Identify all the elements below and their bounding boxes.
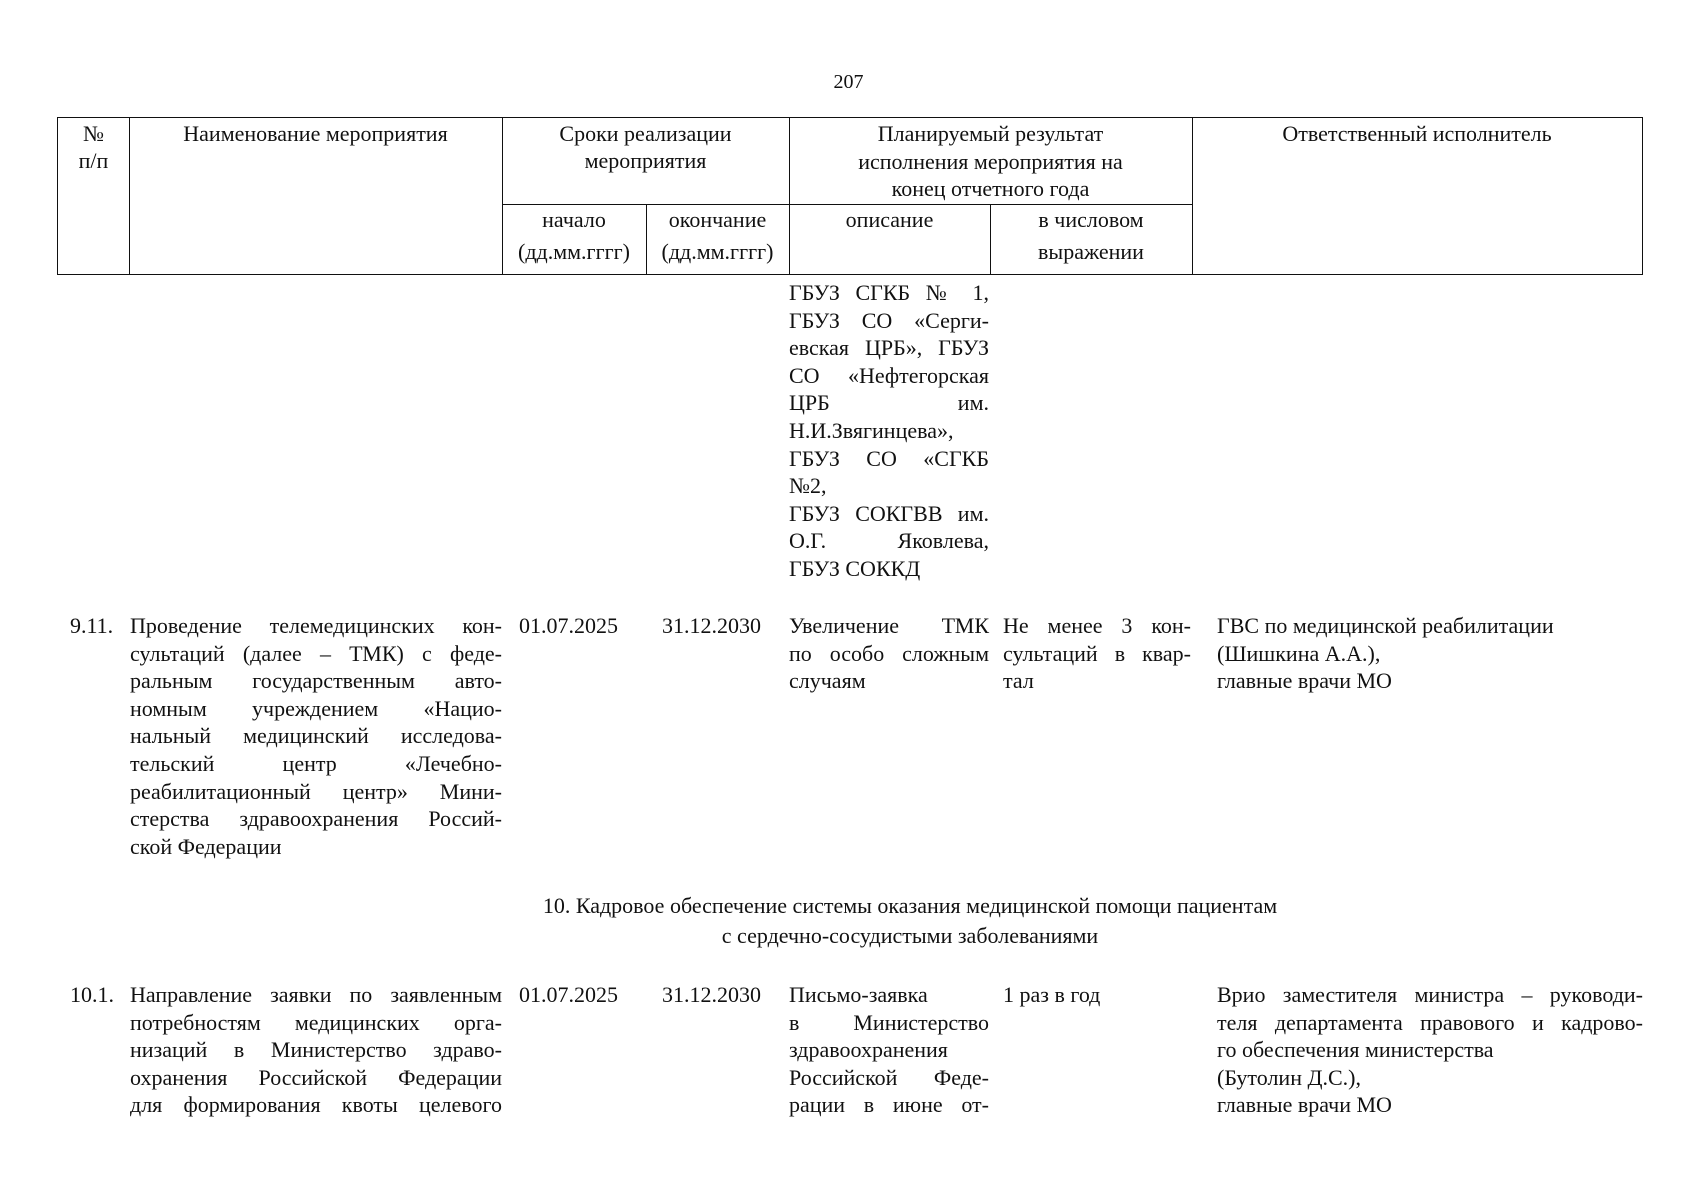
row-name: Направление заявки по заявленным потребностям медицинских орга- низаций в Министерство здраво- охранения Российской Федерации для формирования квоты целевого: [130, 982, 502, 1118]
page-number: 207: [833, 71, 864, 93]
row-start-date: 01.07.2025: [519, 613, 618, 638]
header-col-name: Наименование мероприятия: [183, 121, 448, 146]
row-end-date: 31.12.2030: [662, 613, 761, 638]
row-responsible: Врио заместителя министра – руководи- теля департамента правового и кадрово- го обеспечения министерства (Бутолин Д.С.), главные врачи МО: [1217, 982, 1643, 1118]
row-number: 9.11.: [70, 613, 114, 638]
table-header: [57, 117, 1643, 275]
row-numeric: Не менее 3 кон- сультаций в квар- тал: [1003, 613, 1191, 694]
header-col-numeric: в числовом выражении: [1038, 207, 1144, 264]
header-col-result: Планируемый результат исполнения мероприятия на конец отчетного года: [858, 121, 1123, 201]
row-description: Увеличение ТМК по особо сложным случаям: [789, 613, 989, 694]
row-start-date: 01.07.2025: [519, 982, 618, 1007]
header-col-number: № п/п: [78, 121, 109, 173]
section-title: 10. Кадровое обеспечение системы оказания медицинской помощи пациентам с сердечно-сосудистыми заболеваниями: [542, 893, 1278, 948]
row-responsible: ГВС по медицинской реабилитации (Шишкина А.А.), главные врачи МО: [1217, 613, 1554, 694]
row-numeric: 1 раз в год: [1003, 982, 1101, 1007]
row-end-date: 31.12.2030: [662, 982, 761, 1007]
header-col-description: описание: [845, 207, 934, 232]
row-description: Письмо-заявка в Министерство здравоохранения Российской Феде- рации в июне от-: [789, 982, 989, 1118]
header-col-start: начало (дд.мм.гггг): [518, 207, 630, 264]
continuation-description: ГБУЗ СГКБ № 1, ГБУЗ СО «Серги- евская ЦРБ», ГБУЗ СО «Нефтегорская ЦРБ им. Н.И.Звягинцева», ГБУЗ СО «СГКБ №2, ГБУЗ СОКГВВ им. О.Г. Яковлева, ГБУЗ СОККД: [789, 280, 989, 581]
row-name: Проведение телемедицинских кон- сультаций (далее – ТМК) с феде- ральным государственным авто- номным учреждением «Нацио- нальный медицинский исследова- тельский центр «Лечебно- реабилитационный центр» Мини- стерства здравоохранения Россий- ской Федерации: [130, 613, 502, 859]
row-number: 10.1.: [70, 982, 114, 1007]
header-col-responsible: Ответственный исполнитель: [1282, 121, 1552, 146]
header-col-terms: Сроки реализации мероприятия: [559, 121, 732, 173]
header-col-end: окончание (дд.мм.гггг): [661, 207, 774, 264]
